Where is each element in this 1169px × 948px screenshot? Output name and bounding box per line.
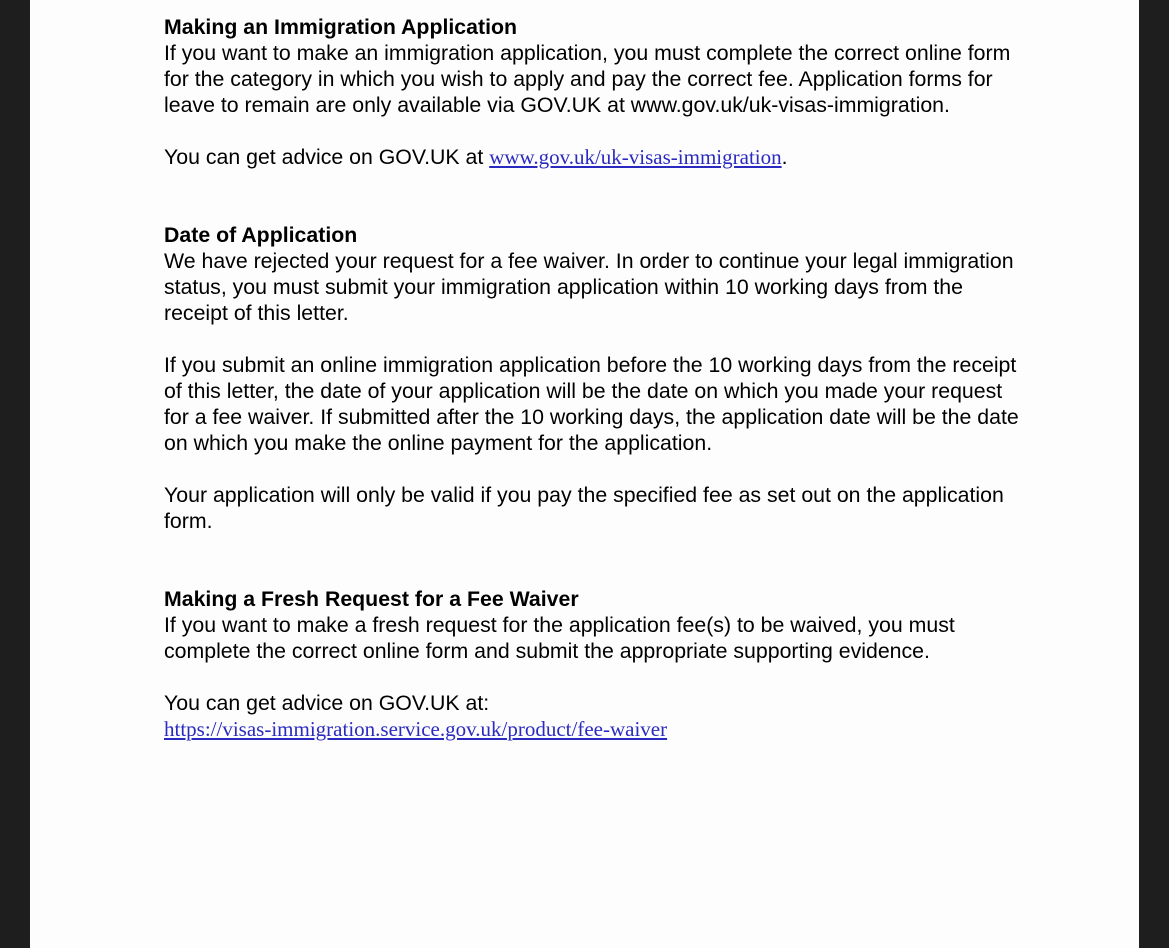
document-page [30, 0, 1139, 948]
section-heading: Making a Fresh Request for a Fee Waiver [164, 587, 579, 611]
paragraph: If you want to make a fresh request for the application fee(s) to be waived, you must complete the correct online form and submit the appropriate supporting evidence. [164, 613, 955, 663]
section-heading: Date of Application [164, 223, 358, 247]
paragraph: If you submit an online immigration application before the 10 working days from the receipt of this letter, the date of your application will be the date on which you made your request for a fee waiver. If submitted after the 10 working days, the application date will be the date on which you make the online payment for the application. [164, 353, 1019, 455]
paragraph: If you want to make an immigration application, you must complete the correct online form for the category in which you wish to apply and pay the correct fee. Application forms for leave to remain are only available via GOV.UK at www.gov.uk/uk-visas-immigration. [164, 41, 1011, 117]
fee-waiver-link[interactable]: https://visas-immigration.service.gov.uk/product/fee-waiver [164, 717, 668, 741]
section-heading: Making an Immigration Application [164, 15, 517, 39]
advice-prefix: You can get advice on GOV.UK at: [164, 691, 490, 715]
advice-suffix: . [781, 145, 788, 169]
paragraph: Your application will only be valid if you pay the specified fee as set out on the application form. [164, 483, 1004, 533]
advice-line [164, 144, 1024, 170]
gov-uk-visas-link[interactable]: www.gov.uk/uk-visas-immigration [489, 145, 782, 169]
paragraph: We have rejected your request for a fee waiver. In order to continue your legal immigration status, you must submit your immigration application within 10 working days from the receipt of this letter. [164, 249, 1014, 325]
document-content [164, 14, 1024, 742]
advice-prefix: You can get advice on GOV.UK at [164, 145, 490, 169]
